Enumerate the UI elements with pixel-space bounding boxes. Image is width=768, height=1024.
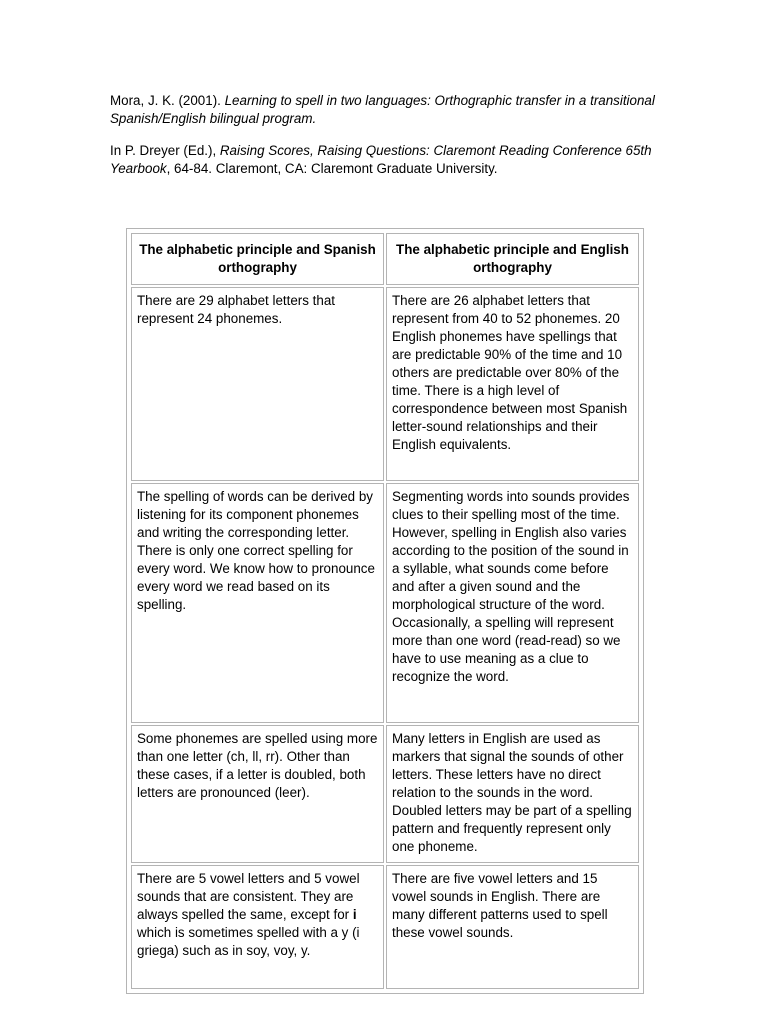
comparison-table [129,231,641,991]
citation-book-title: Raising Scores, Raising Questions: Claremont Reading Conference 65th Yearbook [110,143,652,176]
citation-article-title: Learning to spell in two languages: Orthographic transfer in a transitional Spanish/English bilingual program. [110,93,655,126]
cell-spanish-bold-letter: i [352,907,357,922]
citation-author-year: Mora, J. K. (2001). [110,93,225,108]
cell-spanish: The spelling of words can be derived by listening for its component phonemes and writing the corresponding letter. There is only one correct spelling for every word. We know how to pronounce every word we read based on its spelling. [131,483,384,723]
citation-publication-info: , 64-84. Claremont, CA: Claremont Graduate University. [166,161,498,176]
comparison-table-frame [126,228,644,994]
cell-english: There are five vowel letters and 15 vowel sounds in English. There are many different patterns used to spell these vowel sounds. [386,865,639,989]
table-row [131,287,639,481]
header-spanish: The alphabetic principle and Spanish orthography [131,233,384,285]
cell-english: There are 26 alphabet letters that represent from 40 to 52 phonemes. 20 English phonemes have spellings that are predictable 90% of the time and 10 others are predictable over 80% of the time. There is a high level of correspondence between most Spanish letter-sound relationships and their English equivalents. [386,287,639,481]
citation-line-2 [110,142,670,178]
citation-editor: In P. Dreyer (Ed.), [110,143,220,158]
cell-spanish-text-start: There are 5 vowel letters and 5 vowel sounds that are consistent. They are always spelled the same, except for [137,871,360,922]
cell-spanish-text-end: which is sometimes spelled with a y (i griega) such as in soy, voy, y. [137,925,360,958]
table-row [131,865,639,989]
table-row [131,725,639,863]
cell-english: Segmenting words into sounds provides clues to their spelling most of the time. However, spelling in English also varies according to the position of the sound in a syllable, what sounds come before and after a given sound and the morphological structure of the word. Occasionally, a spelling will represent more than one word (read-read) so we have to use meaning as a clue to recognize the word. [386,483,639,723]
cell-spanish: There are 29 alphabet letters that represent 24 phonemes. [131,287,384,481]
cell-spanish [131,865,384,989]
table-row [131,483,639,723]
citation-line-1 [110,92,670,128]
header-english: The alphabetic principle and English orthography [386,233,639,285]
cell-spanish: Some phonemes are spelled using more than one letter (ch, ll, rr). Other than these cases, if a letter is doubled, both letters are pronounced (leer). [131,725,384,863]
cell-english: Many letters in English are used as markers that signal the sounds of other letters. These letters have no direct relation to the sounds in the word. Doubled letters may be part of a spelling pattern and frequently represent only one phoneme. [386,725,639,863]
table-header-row [131,233,639,285]
